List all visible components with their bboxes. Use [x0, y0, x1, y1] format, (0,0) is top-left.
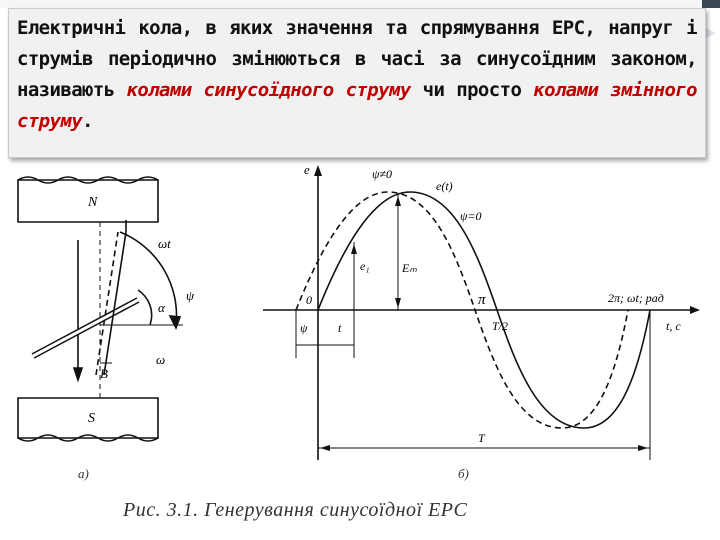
label-axis-e: e — [304, 162, 310, 177]
label-origin: 0 — [306, 293, 312, 307]
label-psi-axis: ψ — [300, 321, 308, 335]
label-psi: ψ — [186, 288, 195, 303]
em-arrow-bottom-icon — [395, 298, 401, 308]
label-n: N — [88, 195, 98, 210]
subfigure-a-label: а) — [78, 466, 89, 481]
label-pi: π — [478, 292, 486, 308]
angle-alpha-arc — [138, 290, 152, 325]
label-period: T — [478, 431, 485, 445]
label-omega-t: ωt — [158, 236, 171, 251]
figure-3-1 — [8, 160, 712, 532]
rotating-conductor-inner — [33, 300, 138, 356]
paragraph-text-2: чи просто — [410, 79, 534, 101]
label-alpha: α — [158, 300, 165, 315]
slide-corner-icon — [704, 26, 718, 40]
e-axis-arrow-icon — [314, 165, 322, 176]
label-s: S — [88, 411, 95, 426]
rotation-arrow-icon — [170, 316, 180, 328]
term-alternating-current: колами змінного струму — [17, 79, 697, 132]
definition-text-box — [8, 8, 706, 158]
label-t-half: T/2 — [492, 319, 509, 333]
em-arrow-top-icon — [395, 196, 401, 206]
paragraph-text-1: Електричні кола, в яких значення та спрямування ЕРС, напруг і струмів періодично змінюються в часі за синусоїдним законом, називають — [17, 17, 697, 101]
period-arrow-right-icon — [638, 445, 648, 451]
label-b: B — [100, 366, 108, 381]
label-2pi: 2π; ωt; рад — [608, 291, 664, 305]
figure-caption: Рис. 3.1. Генерування синусоїдної ЕРС — [123, 499, 468, 521]
term-sinusoidal-current: колами синусоїдного струму — [126, 79, 411, 101]
subfigure-b-label: б) — [458, 466, 469, 481]
paragraph-end: . — [82, 110, 93, 132]
label-psi-zero: ψ=0 — [460, 209, 482, 223]
label-e-t: e(t) — [436, 179, 453, 193]
label-e1: e₁ — [360, 259, 370, 273]
label-psi-nonzero: ψ≠0 — [372, 167, 393, 181]
slide-top-bar — [0, 0, 720, 8]
e1-arrow-icon — [351, 244, 357, 254]
period-arrow-left-icon — [320, 445, 330, 451]
label-em: Eₘ — [402, 261, 417, 275]
time-axis-arrow-icon — [690, 306, 700, 314]
label-axis-t: t, c — [666, 319, 681, 333]
definition-paragraph — [17, 13, 697, 137]
field-arrow-icon — [74, 368, 82, 380]
label-omega: ω — [156, 352, 166, 367]
label-t1: t — [338, 321, 342, 335]
slide-top-accent — [702, 0, 720, 8]
